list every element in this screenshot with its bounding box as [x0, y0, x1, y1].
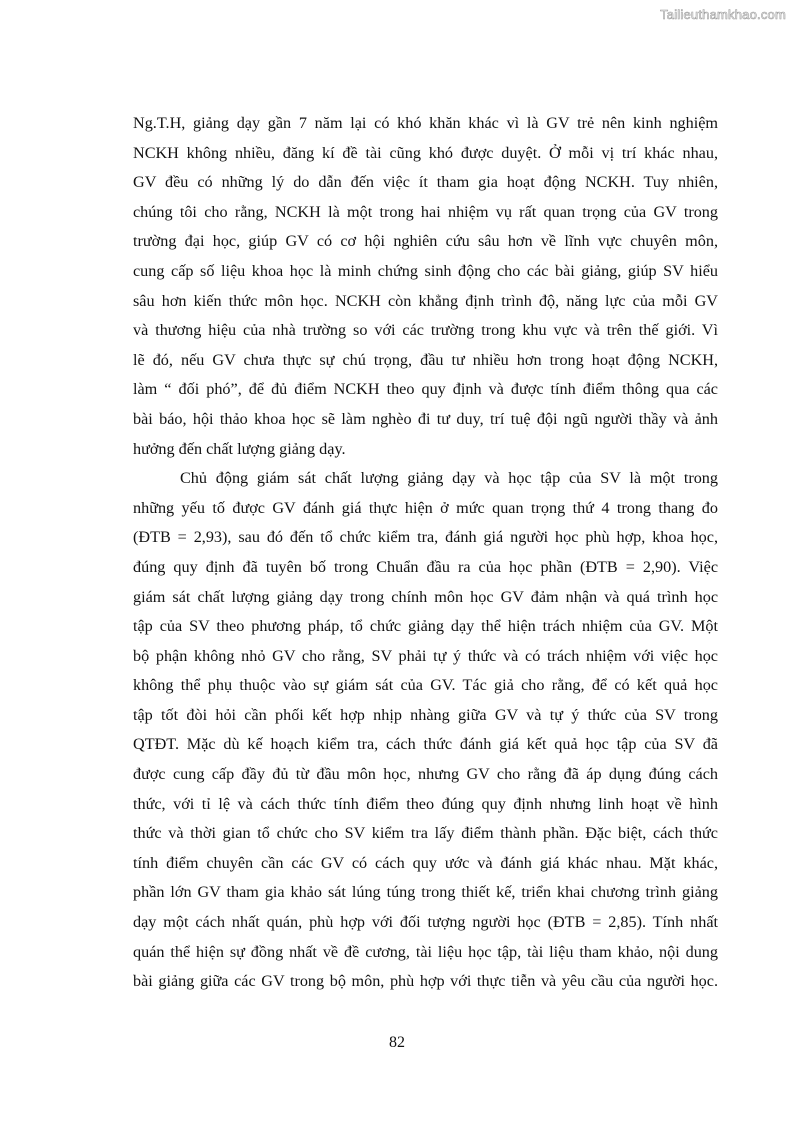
text-line: tập của SV theo phương pháp, tổ chức giảng dạy thể hiện trách nhiệm của GV. Một: [133, 617, 718, 636]
text-line: không thể phụ thuộc vào sự giám sát của GV. Tác giả cho rằng, để có kết quả học: [133, 676, 718, 695]
text-line: (ĐTB = 2,93), sau đó đến tổ chức kiểm tra, đánh giá người học phù hợp, khoa học,: [133, 528, 718, 547]
paragraph-2: [133, 464, 718, 997]
page-number: 82: [389, 1034, 405, 1051]
text-line: bộ phận không nhỏ GV cho rằng, SV phải tự ý thức và có trách nhiệm với việc học: [133, 646, 718, 665]
text-line: thức và thời gian tổ chức cho SV kiểm tra lấy điểm thành phần. Đặc biệt, cách thức: [133, 824, 718, 843]
text-line: bài giảng giữa các GV trong bộ môn, phù hợp với thực tiễn và yêu cầu của người học.: [133, 972, 718, 991]
text-line: đúng quy định đã tuyên bố trong Chuẩn đầu ra của học phần (ĐTB = 2,90). Việc: [133, 557, 718, 576]
text-line: Ng.T.H, giảng dạy gần 7 năm lại có khó khăn khác vì là GV trẻ nên kinh nghiệm: [133, 114, 718, 132]
text-line: làm “ đối phó”, để đủ điểm NCKH theo quy định và được tính điểm thông qua các: [133, 380, 718, 399]
paragraph-1: [133, 109, 718, 464]
text-line: Chủ động giám sát chất lượng giảng dạy và học tập của SV là một trong: [180, 469, 718, 488]
text-line: tập tốt đòi hỏi cần phối kết hợp nhịp nhàng giữa GV và tự ý thức của SV trong: [133, 705, 718, 724]
text-line: giám sát chất lượng giảng dạy trong chính môn học GV đảm nhận và quá trình học: [133, 587, 718, 606]
watermark-text: Tailieuthamkhao.com: [660, 7, 786, 22]
text-line: hưởng đến chất lượng giảng dạy.: [133, 439, 346, 458]
text-line: và thương hiệu của nhà trường so với các trường trong khu vực và trên thế giới. Vì: [133, 321, 718, 340]
text-line: thức, với tỉ lệ và cách thức tính điểm theo đúng quy định nhưng linh hoạt về hình: [133, 794, 718, 813]
text-line: quán thể hiện sự đồng nhất về đề cương, tài liệu học tập, tài liệu tham khảo, nội dung: [133, 942, 718, 961]
text-line: cung cấp số liệu khoa học là minh chứng sinh động cho các bài giảng, giúp SV hiểu: [133, 261, 718, 280]
text-line: QTĐT. Mặc dù kế hoạch kiểm tra, cách thức đánh giá kết quả học tập của SV đã: [133, 735, 718, 754]
text-line: chúng tôi cho rằng, NCKH là một trong hai nhiệm vụ rất quan trọng của GV trong: [133, 202, 718, 221]
text-line: những yếu tố được GV đánh giá thực hiện ở mức quan trọng thứ 4 trong thang đo: [133, 498, 718, 517]
text-line: GV đều có những lý do dẫn đến việc ít tham gia hoạt động NCKH. Tuy nhiên,: [133, 173, 718, 192]
text-line: bài báo, hội thảo khoa học sẽ làm nghèo đi tư duy, trí tuệ đội ngũ người thầy và ảnh: [133, 409, 718, 428]
text-line: trường đại học, giúp GV có cơ hội nghiên cứu sâu hơn về lĩnh vực chuyên môn,: [133, 232, 718, 251]
text-line: lẽ đó, nếu GV chưa thực sự chú trọng, đầu tư nhiều hơn trong hoạt động NCKH,: [133, 350, 718, 369]
text-line: NCKH không nhiều, đăng kí đề tài cũng khó được duyệt. Ở mỗi vị trí khác nhau,: [133, 143, 718, 162]
document-body: [133, 109, 718, 997]
text-line: sâu hơn kiến thức môn học. NCKH còn khẳng định trình độ, năng lực của mỗi GV: [133, 291, 718, 310]
text-line: dạy một cách nhất quán, phù hợp với đối tượng người học (ĐTB = 2,85). Tính nhất: [133, 913, 718, 932]
text-line: phần lớn GV tham gia khảo sát lúng túng trong thiết kế, triển khai chương trình giảng: [133, 883, 718, 902]
text-line: tính điểm chuyên cần các GV có cách quy ước và đánh giá khác nhau. Mặt khác,: [133, 853, 718, 872]
text-line: được cung cấp đầy đủ từ đầu môn học, nhưng GV cho rằng đã áp dụng đúng cách: [133, 765, 718, 784]
